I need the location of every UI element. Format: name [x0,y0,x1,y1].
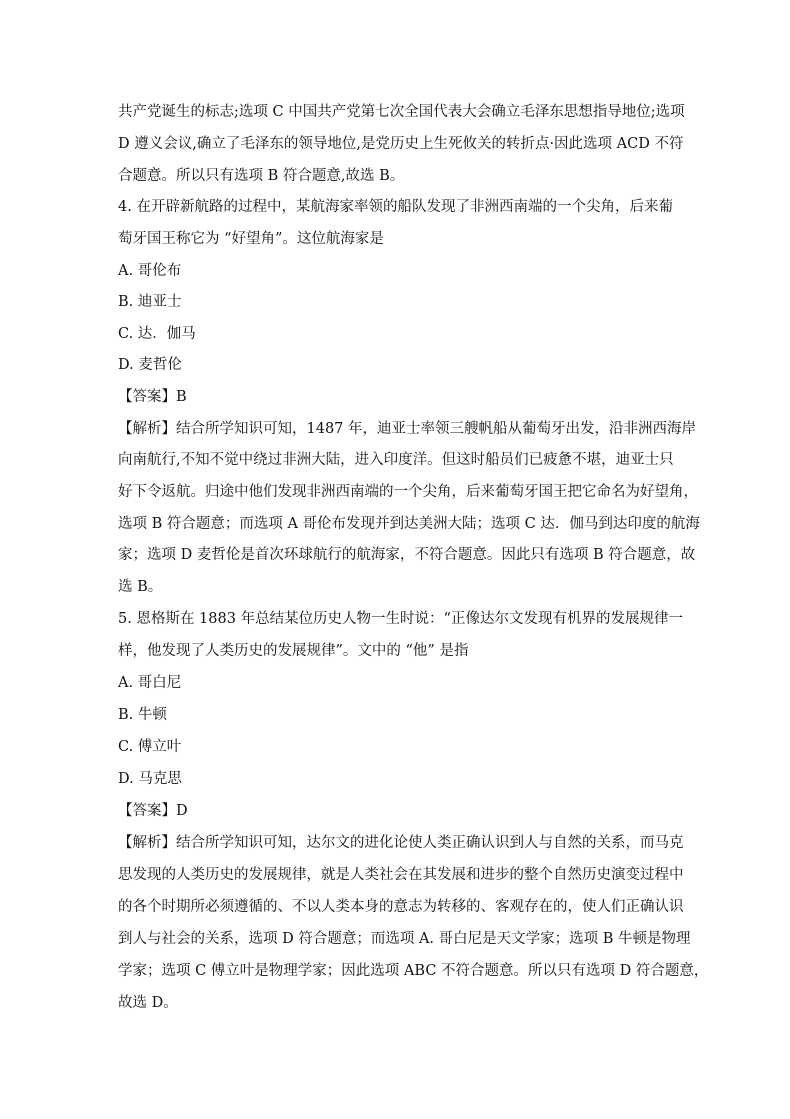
q5-analysis-line-4: 到人与社会的关系，选项 D 符合题意；而选项 A. 哥白尼是天文学家；选项 B 牛顿是物理 [118,931,691,947]
q5-stem-line-1: 5. 恩格斯在 1883 年总结某位历史人物一生时说：“正像达尔文发现有机界的发展规律一 [118,611,683,627]
q5-analysis-line-5: 学家；选项 C 傅立叶是物理学家；因此选项 ABC 不符合题意。所以只有选项 D 符合题意， [118,963,709,979]
q5-analysis-line-1: 【解析】结合所学知识可知，达尔文的进化论使人类正确认识到人与自然的关系，而马克 [118,835,684,851]
q4-stem-line-2: 萄牙国王称它为 “好望角”。这位航海家是 [118,231,384,247]
q4-analysis-line-4: 选项 B 符合题意；而选项 A 哥伦布发现并到达美洲大陆；选项 C 达．伽马到达印度的航海 [118,516,700,532]
q4-option-d: D. 麦哲伦 [118,357,182,373]
q5-option-d: D. 马克思 [118,771,182,787]
q4-analysis-line-5: 家；选项 D 麦哲伦是首次环球航行的航海家，不符合题意。因此只有选项 B 符合题意，故 [118,547,696,563]
q3-analysis-line-1: 共产党诞生的标志;选项 C 中国共产党第七次全国代表大会确立毛泽东思想指导地位;选项 [118,104,685,120]
q4-option-a: A. 哥伦布 [118,263,182,279]
q5-analysis-line-3: 的各个时期所必须遵循的、不以人类本身的意志为转移的、客观存在的，使人们正确认识 [118,899,684,915]
q3-analysis-line-3: 合题意。所以只有选项 B 符合题意,故选 B。 [118,168,405,184]
q5-answer: 【答案】D [118,803,188,819]
q3-analysis-line-2: D 遵义会议,确立了毛泽东的领导地位,是党历史上生死攸关的转折点·因此选项 ACD 不符 [118,136,684,152]
q4-stem-line-1: 4. 在开辟新航路的过程中，某航海家率领的船队发现了非洲西南端的一个尖角，后来葡 [118,199,673,215]
q4-analysis-line-3: 好下令返航。归途中他们发现非洲西南端的一个尖角，后来葡萄牙国王把它命名为好望角， [118,484,698,500]
q5-analysis-line-2: 思发现的人类历史的发展规律，就是人类社会在其发展和进步的整个自然历史演变过程中 [118,867,684,883]
q4-analysis-line-6: 选 B。 [118,579,163,595]
q5-option-a: A. 哥白尼 [118,675,182,691]
q4-option-c: C. 达．伽马 [118,326,196,342]
q5-stem-line-2: 样，他发现了人类历史的发展规律”。文中的 “他” 是指 [118,643,469,659]
q4-analysis-line-1: 【解析】结合所学知识可知，1487 年，迪亚士率领三艘帆船从葡萄牙出发，沿非洲西海岸 [118,421,697,437]
q5-option-c: C. 傅立叶 [118,739,182,755]
q5-analysis-line-6: 故选 D。 [118,995,178,1011]
q5-option-b: B. 牛顿 [118,707,167,723]
q4-option-b: B. 迪亚士 [118,294,182,310]
q4-answer: 【答案】B [118,389,187,405]
q4-analysis-line-2: 向南航行,不知不觉中绕过非洲大陆，进入印度洋。但这时船员们已疲惫不堪，迪亚士只 [118,452,674,468]
